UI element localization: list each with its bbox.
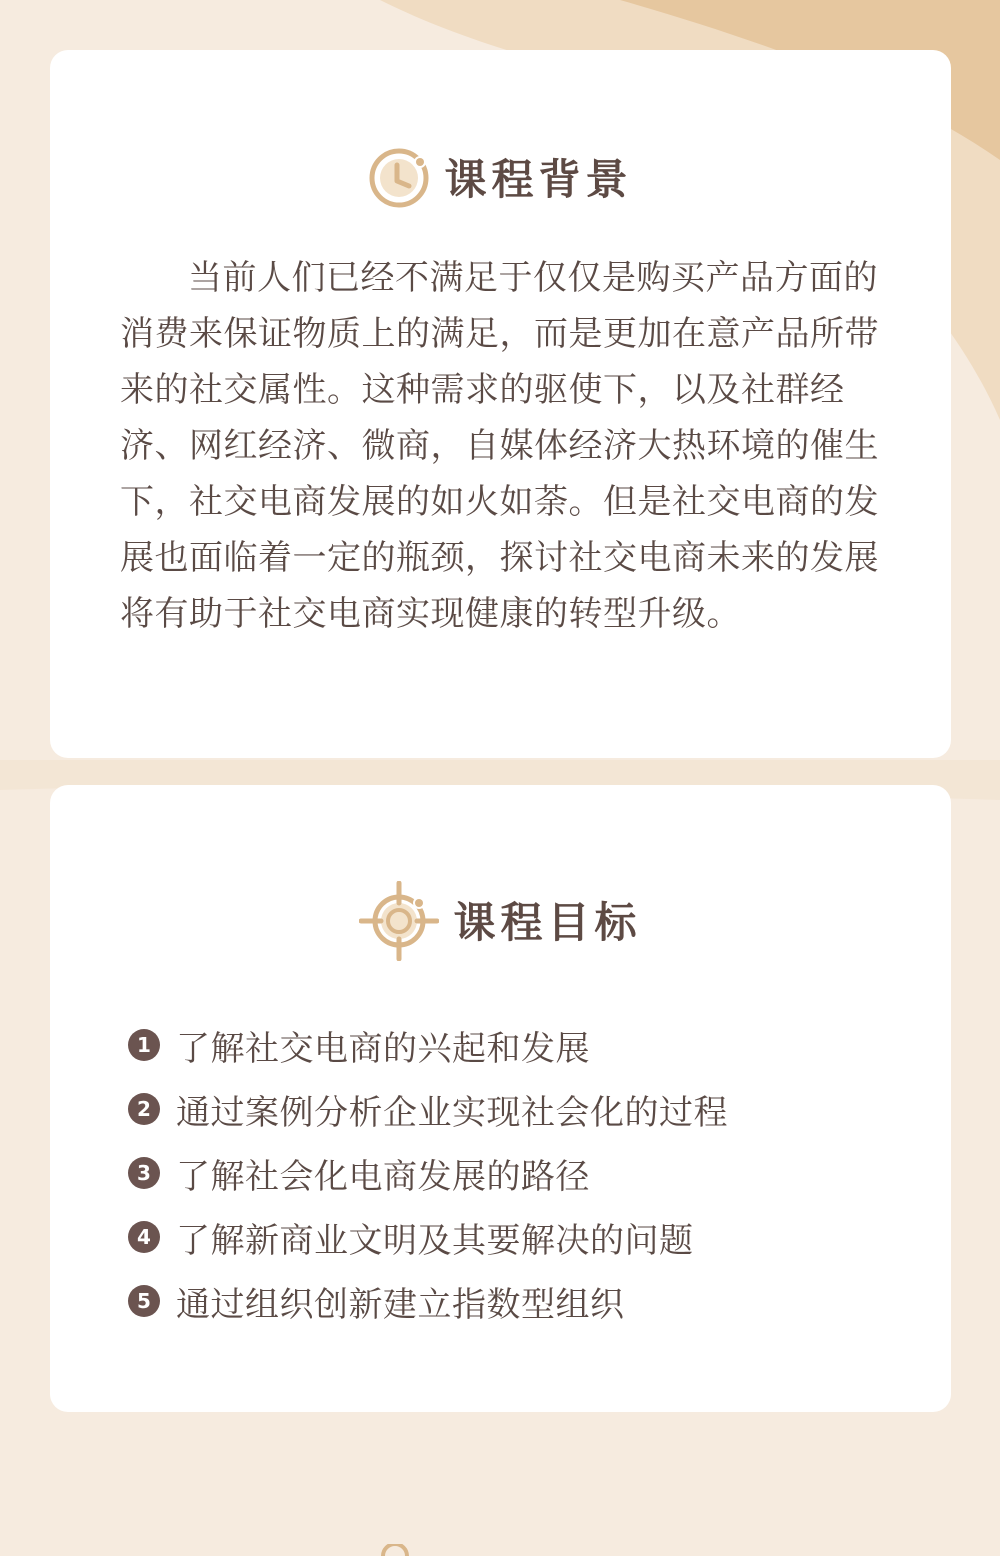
number-badge: 5 xyxy=(128,1285,160,1317)
clock-icon xyxy=(368,147,430,213)
list-item xyxy=(128,1077,728,1141)
goal-text: 通过组织创新建立指数型组织 xyxy=(176,1284,625,1325)
number-badge: 4 xyxy=(128,1221,160,1253)
course-goals-card xyxy=(50,785,951,1412)
course-goals-heading xyxy=(50,881,951,965)
list-item xyxy=(128,1269,728,1333)
course-goals-title: 课程目标 xyxy=(453,898,642,947)
list-item xyxy=(128,1141,728,1205)
list-item xyxy=(128,1205,728,1269)
course-background-text: 当前人们已经不满足于仅仅是购买产品方面的消费来保证物质上的满足，而是更加在意产品所带来的社交属性。这种需求的驱使下，以及社群经济、网红经济、微商，自媒体经济大热环境的催生下，社交电商发展的如火如荼。但是社交电商的发展也面临着一定的瓶颈，探讨社交电商未来的发展将有助于社交电商实现健康的转型升级。 xyxy=(120,258,879,634)
number-badge: 3 xyxy=(128,1157,160,1189)
course-goals-list xyxy=(128,1013,728,1333)
goal-text: 了解社交电商的兴起和发展 xyxy=(176,1028,590,1069)
course-background-title: 课程背景 xyxy=(444,155,633,204)
number-badge: 2 xyxy=(128,1093,160,1125)
course-background-heading xyxy=(50,147,951,213)
list-item xyxy=(128,1013,728,1077)
course-background-card xyxy=(50,50,951,758)
number-badge: 1 xyxy=(128,1029,160,1061)
target-icon xyxy=(359,881,439,965)
goal-text: 了解新商业文明及其要解决的问题 xyxy=(176,1220,694,1261)
next-section-icon-partial xyxy=(380,1544,410,1556)
goal-text: 通过案例分析企业实现社会化的过程 xyxy=(176,1092,728,1133)
goal-text: 了解社会化电商发展的路径 xyxy=(176,1156,590,1197)
